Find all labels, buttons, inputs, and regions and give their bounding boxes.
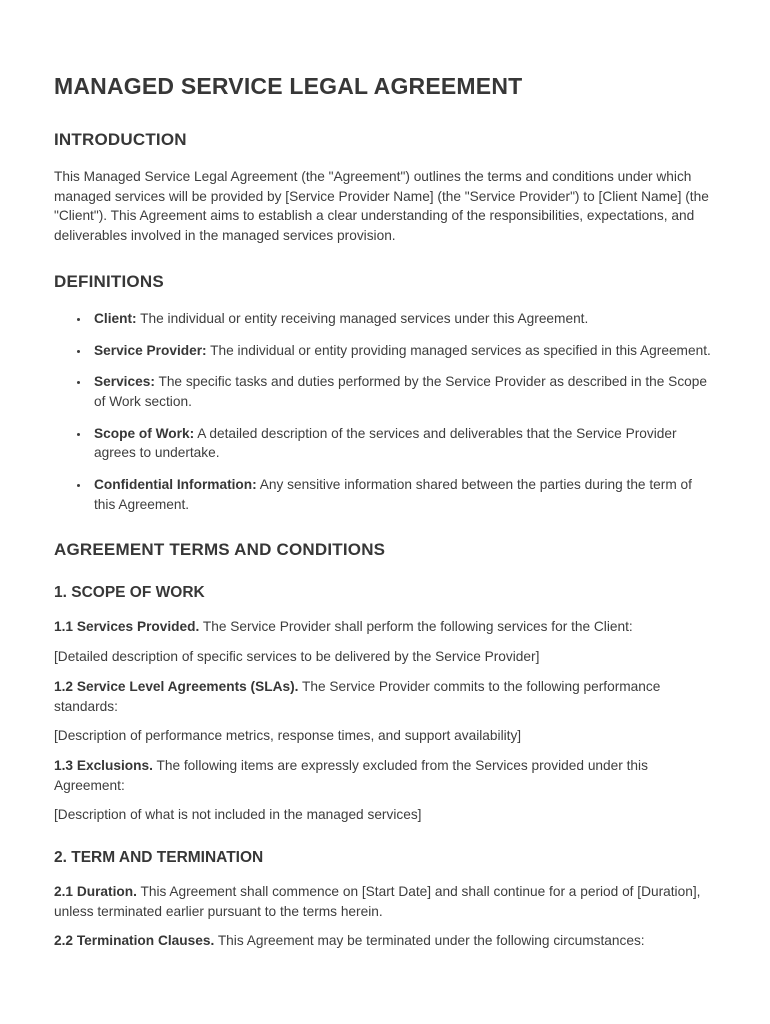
terms-heading: AGREEMENT TERMS AND CONDITIONS xyxy=(54,540,386,560)
clause-label: 2.1 Duration. xyxy=(54,884,137,900)
definition-item xyxy=(90,341,716,361)
definition-text: Any sensitive information shared between the parties during the term of this Agreement. xyxy=(94,477,692,512)
clause-text: The following items are expressly excluded from the Services provided under this Agreement: xyxy=(54,757,648,793)
clause-2-1 xyxy=(54,882,716,921)
definition-term: Scope of Work: xyxy=(94,425,195,441)
definition-text: The individual or entity receiving managed services under this Agreement. xyxy=(140,310,589,326)
definition-item xyxy=(90,372,716,411)
definitions-list xyxy=(54,309,716,515)
definition-term: Service Provider: xyxy=(94,342,207,358)
definition-term: Services: xyxy=(94,374,155,390)
clause-1-1 xyxy=(54,617,716,637)
clause-1-3 xyxy=(54,756,716,795)
introduction-heading: INTRODUCTION xyxy=(54,130,187,149)
definition-item xyxy=(90,424,716,463)
definition-item xyxy=(90,475,716,514)
definition-item xyxy=(90,309,716,329)
clause-2-2 xyxy=(54,931,716,951)
introduction-paragraph: This Managed Service Legal Agreement (the "Agreement") outlines the terms and conditions under which managed services will be provided by [Service Provider Name] (the "Service Provider") to [Client Name] (the "Client"). This Agreement aims to establish a clear understanding of the responsibilities, expectations, and deliverables involved in the managed services provision. xyxy=(54,169,709,244)
section-2-heading: 2. TERM AND TERMINATION xyxy=(54,849,264,867)
definition-term: Client: xyxy=(94,310,137,326)
clause-text: The Service Provider shall perform the following services for the Client: xyxy=(202,619,633,635)
clause-text: This Agreement may be terminated under the following circumstances: xyxy=(217,933,645,949)
clause-label: 1.3 Exclusions. xyxy=(54,757,153,773)
clause-1-3-placeholder: [Description of what is not included in the managed services] xyxy=(54,807,422,823)
section-1-heading: 1. SCOPE OF WORK xyxy=(54,584,205,602)
definitions-heading: DEFINITIONS xyxy=(54,271,164,291)
definition-text: The specific tasks and duties performed by the Service Provider as described in the Scope of Work section. xyxy=(94,374,707,409)
clause-label: 1.2 Service Level Agreements (SLAs). xyxy=(54,678,299,694)
definition-text: A detailed description of the services and deliverables that the Service Provider agrees to undertake. xyxy=(94,425,677,461)
clause-text: This Agreement shall commence on [Start Date] and shall continue for a period of [Duration], unless terminated earlier pursuant to the terms herein. xyxy=(54,884,701,919)
clause-1-2-placeholder: [Description of performance metrics, response times, and support availability] xyxy=(54,728,522,744)
definition-text: The individual or entity providing managed services as specified in this Agreement. xyxy=(210,342,711,358)
clause-label: 2.2 Termination Clauses. xyxy=(54,933,215,949)
clause-1-2 xyxy=(54,677,716,716)
definition-term: Confidential Information: xyxy=(94,477,257,493)
clause-text: The Service Provider commits to the following performance standards: xyxy=(54,678,661,714)
document-title: MANAGED SERVICE LEGAL AGREEMENT xyxy=(54,73,523,99)
clause-label: 1.1 Services Provided. xyxy=(54,619,200,635)
clause-1-1-placeholder: [Detailed description of specific services to be delivered by the Service Provider] xyxy=(54,649,540,665)
